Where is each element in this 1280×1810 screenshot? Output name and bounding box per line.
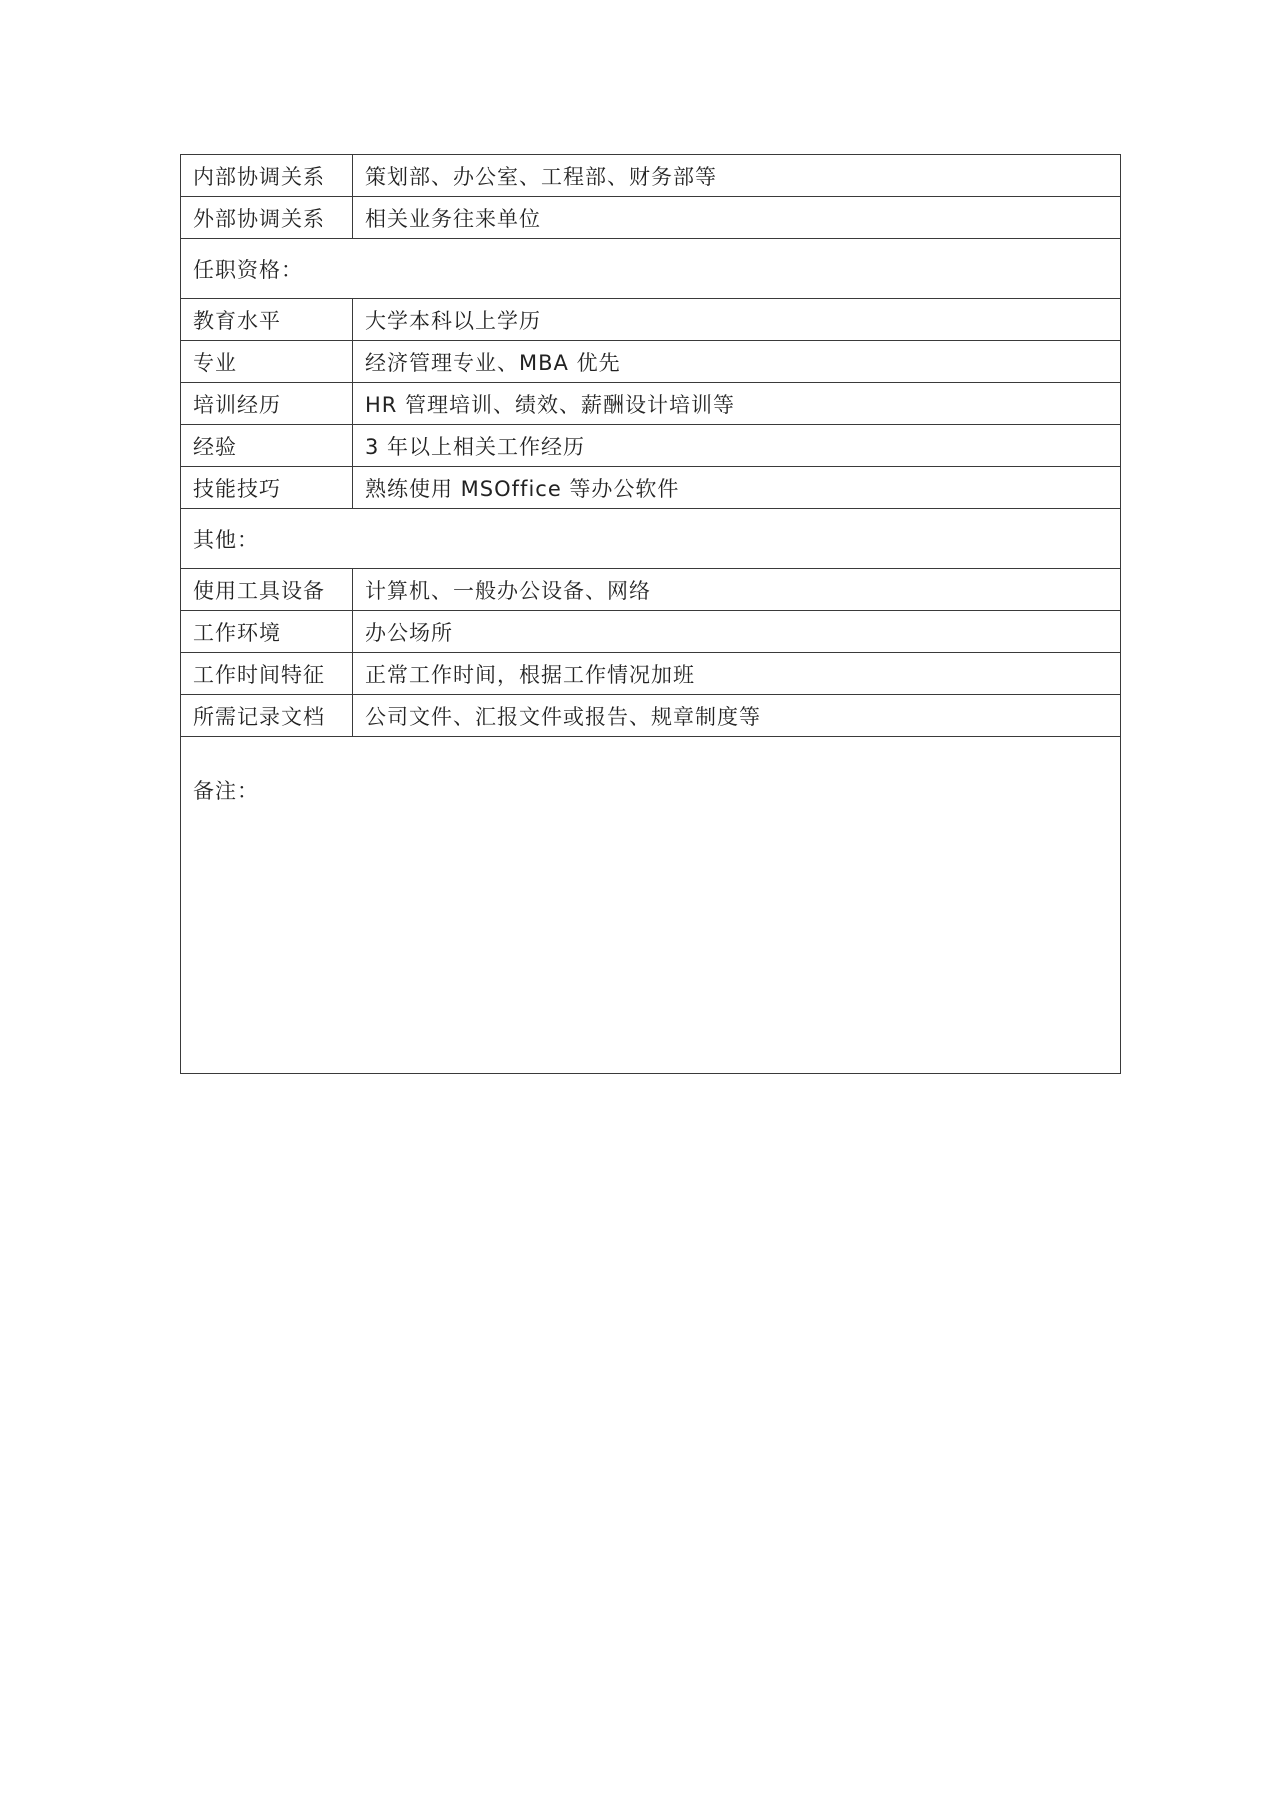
environment-label: 工作环境: [181, 611, 353, 653]
job-description-table: [180, 154, 1121, 1074]
table-row-training: [181, 383, 1121, 425]
internal-coordination-label: 内部协调关系: [181, 155, 353, 197]
skills-value: 熟练使用 MSOffice 等办公软件: [353, 467, 1121, 509]
table-row-major: [181, 341, 1121, 383]
notes-row: [181, 737, 1121, 1074]
qualifications-header: 任职资格：: [181, 239, 1121, 299]
internal-coordination-value: 策划部、办公室、工程部、财务部等: [353, 155, 1121, 197]
major-value: 经济管理专业、MBA 优先: [353, 341, 1121, 383]
table-row-environment: [181, 611, 1121, 653]
other-header: 其他：: [181, 509, 1121, 569]
training-value: HR 管理培训、绩效、薪酬设计培训等: [353, 383, 1121, 425]
work-hours-label: 工作时间特征: [181, 653, 353, 695]
table-row-external-coordination: [181, 197, 1121, 239]
education-label: 教育水平: [181, 299, 353, 341]
table-row-tools: [181, 569, 1121, 611]
skills-label: 技能技巧: [181, 467, 353, 509]
documents-value: 公司文件、汇报文件或报告、规章制度等: [353, 695, 1121, 737]
table-row-experience: [181, 425, 1121, 467]
table-row-work-hours: [181, 653, 1121, 695]
environment-value: 办公场所: [353, 611, 1121, 653]
tools-label: 使用工具设备: [181, 569, 353, 611]
notes-label: 备注：: [181, 737, 1121, 1074]
experience-value: 3 年以上相关工作经历: [353, 425, 1121, 467]
experience-label: 经验: [181, 425, 353, 467]
table-row-education: [181, 299, 1121, 341]
tools-value: 计算机、一般办公设备、网络: [353, 569, 1121, 611]
external-coordination-value: 相关业务往来单位: [353, 197, 1121, 239]
external-coordination-label: 外部协调关系: [181, 197, 353, 239]
table-row-skills: [181, 467, 1121, 509]
education-value: 大学本科以上学历: [353, 299, 1121, 341]
table-row-documents: [181, 695, 1121, 737]
training-label: 培训经历: [181, 383, 353, 425]
table-row-internal-coordination: [181, 155, 1121, 197]
major-label: 专业: [181, 341, 353, 383]
work-hours-value: 正常工作时间，根据工作情况加班: [353, 653, 1121, 695]
documents-label: 所需记录文档: [181, 695, 353, 737]
qualifications-header-row: [181, 239, 1121, 299]
other-header-row: [181, 509, 1121, 569]
